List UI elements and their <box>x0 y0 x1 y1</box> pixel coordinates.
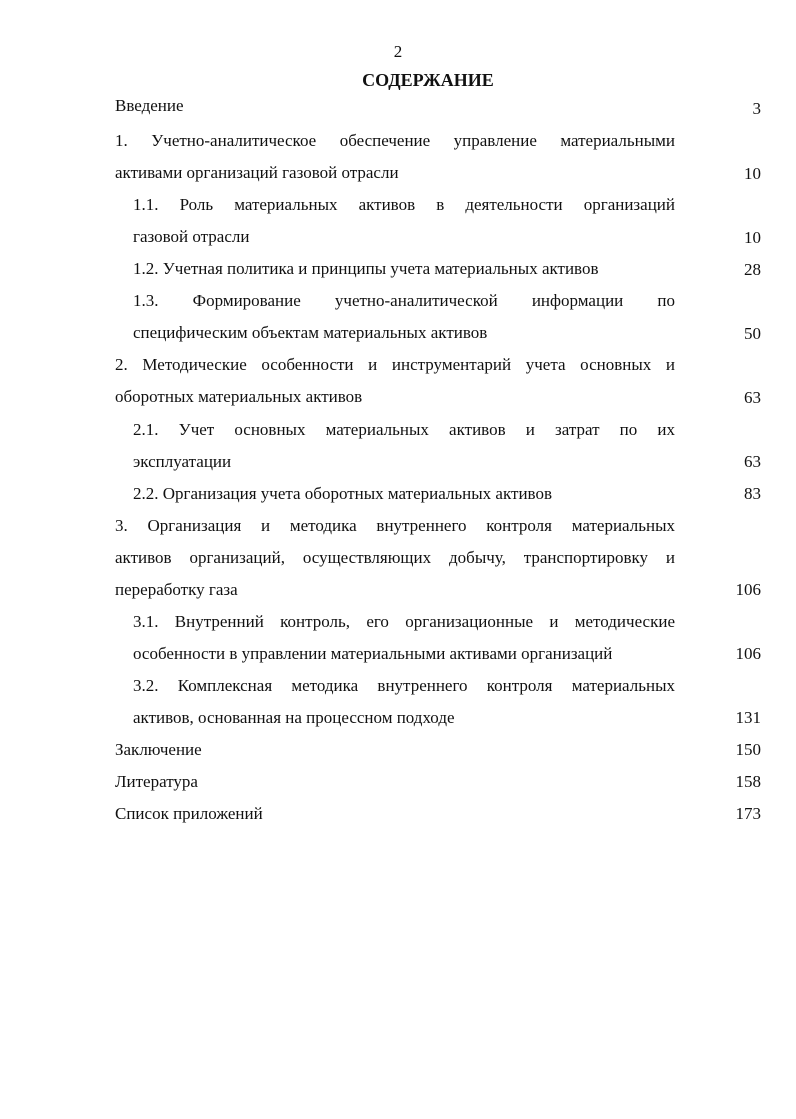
toc-entry-conclusion[interactable]: Заключение <box>115 740 202 759</box>
toc-page-section-2-2: 83 <box>744 484 761 503</box>
toc-entry-section-1-2[interactable]: 1.2. Учетная политика и принципы учета материальных активов <box>133 259 599 278</box>
toc-page-section-2-1: 63 <box>744 452 761 471</box>
toc-entry-chapter-2[interactable]: 2. Методические особенности и инструментарий учета основных и <box>115 355 675 374</box>
toc-entry-intro[interactable]: Введение <box>115 96 184 115</box>
toc-entry-chapter-3[interactable]: 3. Организация и методика внутреннего контроля материальных <box>115 516 675 535</box>
toc-page-intro: 3 <box>752 99 761 118</box>
toc-page-appendices: 173 <box>735 804 761 823</box>
toc-entry-section-3-2-cont[interactable]: активов, основанная на процессном подходе <box>133 708 455 727</box>
toc-page-conclusion: 150 <box>735 740 761 759</box>
toc-entry-section-2-1[interactable]: 2.1. Учет основных материальных активов и затрат по их <box>133 420 675 439</box>
toc-page-section-1-1: 10 <box>744 228 761 247</box>
toc-entry-section-1-3-cont[interactable]: специфическим объектам материальных активов <box>133 323 488 342</box>
toc-page-chapter-1: 10 <box>744 164 761 183</box>
toc-page-section-1-3: 50 <box>744 324 761 343</box>
toc-entry-chapter-3-cont2[interactable]: переработку газа <box>115 580 238 599</box>
toc-page-literature: 158 <box>735 772 761 791</box>
toc-entry-section-1-1-cont[interactable]: газовой отрасли <box>133 227 250 246</box>
toc-entry-chapter-1-cont[interactable]: активами организаций газовой отрасли <box>115 163 399 182</box>
toc-page-chapter-3: 106 <box>735 580 761 599</box>
toc-page-section-1-2: 28 <box>744 260 761 279</box>
toc-entry-appendices[interactable]: Список приложений <box>115 804 263 823</box>
toc-page-section-3-2: 131 <box>735 708 761 727</box>
toc-entry-section-3-2[interactable]: 3.2. Комплексная методика внутреннего контроля материальных <box>133 676 675 695</box>
toc-title: СОДЕРЖАНИЕ <box>362 70 494 90</box>
toc-entry-section-3-1[interactable]: 3.1. Внутренний контроль, его организационные и методические <box>133 612 675 631</box>
toc-entry-section-1-1[interactable]: 1.1. Роль материальных активов в деятельности организаций <box>133 195 675 214</box>
toc-entry-section-2-2[interactable]: 2.2. Организация учета оборотных материальных активов <box>133 484 552 503</box>
toc-entry-chapter-3-cont[interactable]: активов организаций, осуществляющих добычу, транспортировку и <box>115 548 675 567</box>
page-number: 2 <box>393 42 403 61</box>
toc-entry-section-1-3[interactable]: 1.3. Формирование учетно-аналитической информации по <box>133 291 675 310</box>
toc-entry-section-3-1-cont[interactable]: особенности в управлении материальными активами организаций <box>133 644 613 663</box>
toc-entry-section-2-1-cont[interactable]: эксплуатации <box>133 452 232 471</box>
toc-entry-chapter-1[interactable]: 1. Учетно-аналитическое обеспечение управление материальными <box>115 131 675 150</box>
toc-entry-literature[interactable]: Литература <box>115 772 198 791</box>
toc-page-section-3-1: 106 <box>735 644 761 663</box>
toc-page-chapter-2: 63 <box>744 388 761 407</box>
toc-entry-chapter-2-cont[interactable]: оборотных материальных активов <box>115 387 363 406</box>
